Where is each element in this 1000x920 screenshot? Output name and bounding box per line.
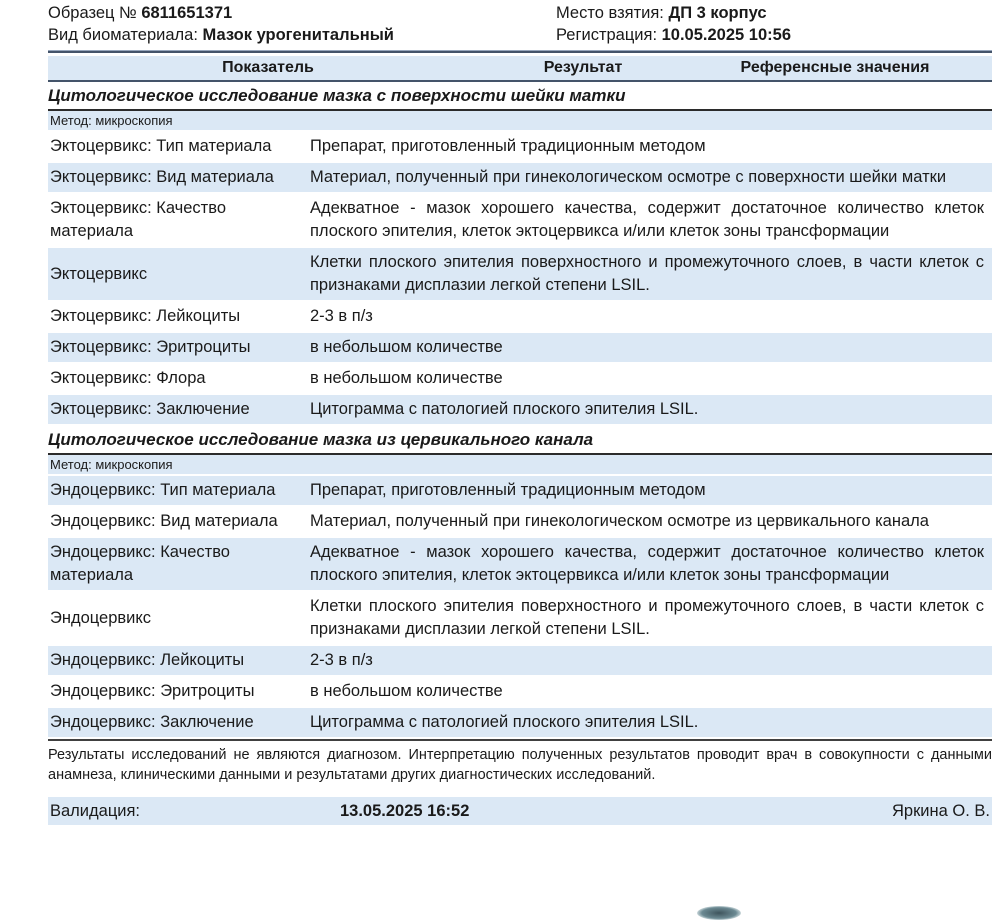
row-label: Эндоцервикс: Качество материала — [50, 543, 230, 584]
row-result: Препарат, приготовленный традиционным методом — [310, 481, 706, 499]
row-result: Клетки плоского эпителия поверхностного и промежуточного слоев, в части клеток с признаками дисплазии легкой степени LSIL. — [310, 253, 984, 294]
validator-name: Яркина О. В. — [892, 801, 990, 820]
row-result: в небольшом количестве — [310, 369, 503, 387]
place-label: Место взятия: — [556, 4, 669, 22]
section-title-ectocervix: Цитологическое исследование мазка с поверхности шейки матки — [48, 82, 992, 111]
row-result: в небольшом количестве — [310, 682, 503, 700]
row-label: Эктоцервикс — [50, 264, 148, 283]
row-label: Эктоцервикс: Эритроциты — [50, 338, 251, 356]
table-row — [48, 248, 992, 300]
row-label: Эктоцервикс: Заключение — [50, 400, 250, 418]
place-value: ДП 3 корпус — [668, 4, 767, 22]
row-result: Адекватное - мазок хорошего качества, содержит достаточное количество клеток плоского эпителия, клеток эктоцервикса и/или клеток зоны трансформации — [310, 543, 984, 584]
sample-label: Образец № — [48, 4, 142, 22]
method-row: Метод: микроскопия — [48, 455, 992, 474]
row-result: Цитограмма с патологией плоского эпителия LSIL. — [310, 400, 699, 418]
table-row — [48, 364, 992, 393]
row-label: Эндоцервикс: Эритроциты — [50, 682, 255, 700]
method-row: Метод: микроскопия — [48, 111, 992, 130]
row-result: Клетки плоского эпителия поверхностного и промежуточного слоев, в части клеток с признаками дисплазии легкой степени LSIL. — [310, 597, 984, 638]
registration-value: 10.05.2025 10:56 — [661, 26, 791, 44]
table-header-row — [48, 56, 992, 82]
sample-number: 6811651371 — [141, 4, 233, 22]
row-label: Эктоцервикс: Качество материала — [50, 199, 226, 240]
biomaterial-label: Вид биоматериала: — [48, 26, 203, 44]
row-result: 2-3 в п/з — [310, 651, 373, 669]
row-result: Цитограмма с патологией плоского эпителия LSIL. — [310, 713, 699, 731]
table-row — [48, 538, 992, 590]
registration-label: Регистрация: — [556, 26, 662, 44]
table-row — [48, 194, 992, 246]
table-row — [48, 677, 992, 706]
meta-right-column — [556, 2, 992, 46]
row-result: Препарат, приготовленный традиционным методом — [310, 137, 706, 155]
table-row — [48, 163, 992, 192]
sample-line — [48, 2, 556, 24]
stamp-icon — [697, 906, 741, 920]
row-result: Материал, полученный при гинекологическом осмотре с поверхности шейки матки — [310, 168, 947, 186]
row-result: 2-3 в п/з — [310, 307, 373, 325]
row-result: Адекватное - мазок хорошего качества, содержит достаточное количество клеток плоского эпителия, клеток эктоцервикса и/или клеток зоны трансформации — [310, 199, 984, 240]
table-row — [48, 302, 992, 331]
meta-left-column — [48, 2, 556, 46]
row-label: Эндоцервикс: Тип материала — [50, 481, 276, 499]
table-row — [48, 476, 992, 505]
table-row — [48, 708, 992, 737]
registration-line — [556, 24, 992, 46]
validation-datetime: 13.05.2025 16:52 — [340, 801, 470, 820]
section-title-endocervix: Цитологическое исследование мазка из цервикального канала — [48, 426, 992, 455]
table-row — [48, 132, 992, 161]
row-label: Эндоцервикс — [50, 608, 152, 627]
row-result: Материал, полученный при гинекологическом осмотре из цервикального канала — [310, 512, 929, 530]
row-label: Эктоцервикс: Вид материала — [50, 168, 274, 186]
validation-label: Валидация: — [50, 801, 141, 820]
table-row — [48, 507, 992, 536]
place-line — [556, 2, 992, 24]
row-label: Эндоцервикс: Вид материала — [50, 512, 278, 530]
report-meta — [48, 2, 992, 46]
disclaimer-text: Результаты исследований не являются диагнозом. Интерпретацию полученных результатов проводит врач в совокупности с данными анамнеза, клиническими данными и результатами других диагностических исследований. — [48, 747, 992, 783]
header-divider — [48, 50, 992, 53]
row-label: Эндоцервикс: Заключение — [50, 713, 254, 731]
row-label: Эндоцервикс: Лейкоциты — [50, 651, 245, 669]
table-row — [48, 592, 992, 644]
biomaterial-line — [48, 24, 556, 46]
row-label: Эктоцервикс: Лейкоциты — [50, 307, 241, 325]
validation-row — [48, 797, 992, 825]
table-row — [48, 333, 992, 362]
column-header-reference: Референсные значения — [740, 59, 930, 76]
table-row — [48, 646, 992, 675]
row-label: Эктоцервикс: Флора — [50, 369, 206, 387]
column-header-indicator: Показатель — [222, 59, 314, 76]
biomaterial-value: Мазок урогенитальный — [202, 26, 394, 44]
table-row — [48, 395, 992, 424]
column-header-result: Результат — [543, 59, 623, 76]
row-result: в небольшом количестве — [310, 338, 503, 356]
row-label: Эктоцервикс: Тип материала — [50, 137, 272, 155]
